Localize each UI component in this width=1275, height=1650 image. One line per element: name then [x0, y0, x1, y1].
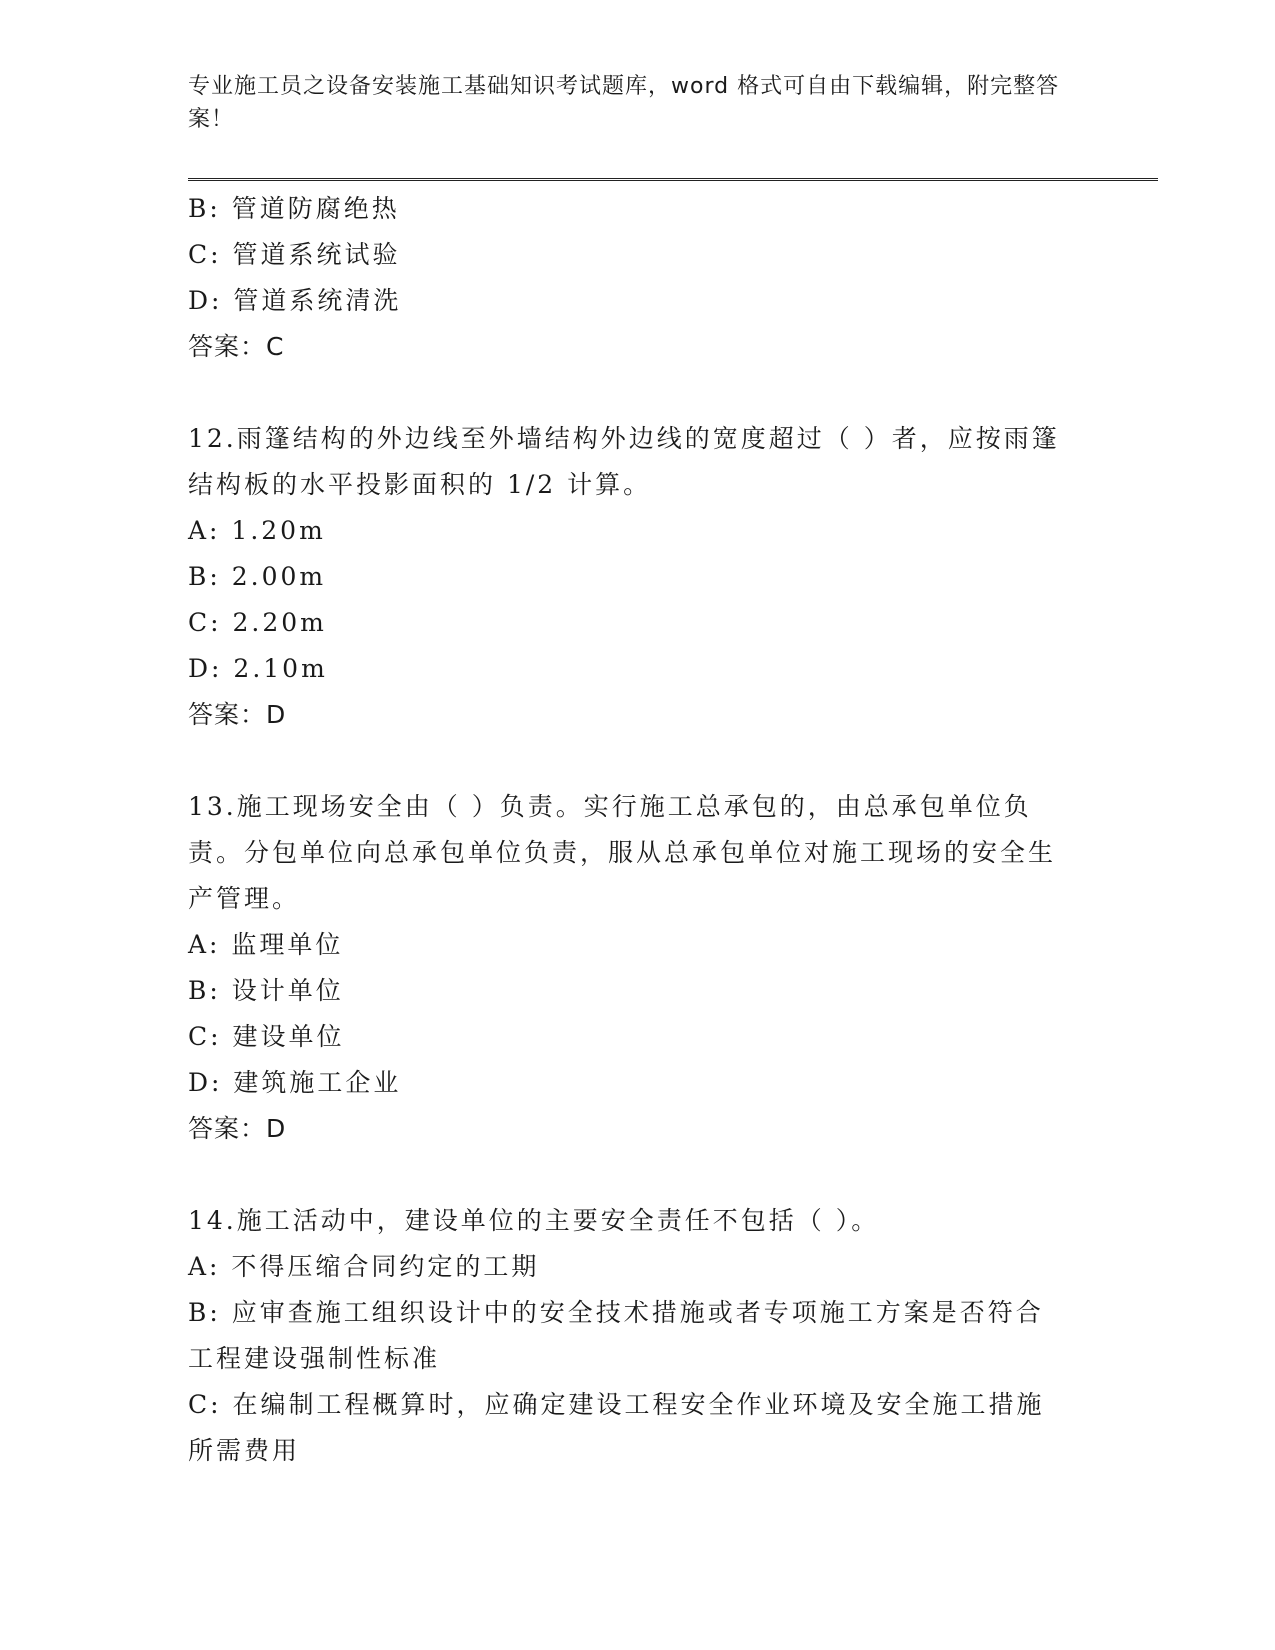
spacer	[188, 1152, 1088, 1198]
question-stem: 12.雨篷结构的外边线至外墙结构外边线的宽度超过（ ）者，应按雨篷结构板的水平投影面积的 1/2 计算。	[188, 424, 1060, 499]
header-text: 专业施工员之设备安装施工基础知识考试题库，word 格式可自由下载编辑，附完整答案！	[188, 74, 1060, 132]
question-14	[188, 1198, 1088, 1474]
option-a: A: 监理单位	[188, 930, 344, 959]
option-b: B: 应审查施工组织设计中的安全技术措施或者专项施工方案是否符合工程建设强制性标准	[188, 1298, 1044, 1373]
option-c-prev: C: 管道系统试验	[188, 240, 401, 269]
question-stem: 14.施工活动中，建设单位的主要安全责任不包括（ ）。	[188, 1206, 880, 1235]
option-b: B: 设计单位	[188, 976, 344, 1005]
option-d: D: 建筑施工企业	[188, 1068, 402, 1097]
option-d: D: 2.10m	[188, 654, 328, 683]
answer: 答案：D	[188, 1114, 287, 1143]
answer: 答案：D	[188, 700, 287, 729]
option-d-prev: D: 管道系统清洗	[188, 286, 402, 315]
option-a: A: 不得压缩合同约定的工期	[188, 1252, 540, 1281]
answer-prev: 答案：C	[188, 332, 285, 361]
option-b: B: 2.00m	[188, 562, 327, 591]
spacer	[188, 370, 1088, 416]
document-body	[188, 186, 1088, 1474]
option-b-prev: B: 管道防腐绝热	[188, 194, 400, 223]
option-c: C: 建设单位	[188, 1022, 345, 1051]
option-c: C: 在编制工程概算时，应确定建设工程安全作业环境及安全施工措施所需费用	[188, 1390, 1045, 1465]
spacer	[188, 738, 1088, 784]
document-header	[188, 70, 1078, 136]
question-stem: 13.施工现场安全由（ ）负责。实行施工总承包的，由总承包单位负责。分包单位向总承包单位负责，服从总承包单位对施工现场的安全生产管理。	[188, 792, 1057, 913]
option-c: C: 2.20m	[188, 608, 327, 637]
option-a: A: 1.20m	[188, 516, 326, 545]
question-13	[188, 784, 1088, 1152]
question-12	[188, 416, 1088, 738]
header-divider	[188, 178, 1158, 181]
